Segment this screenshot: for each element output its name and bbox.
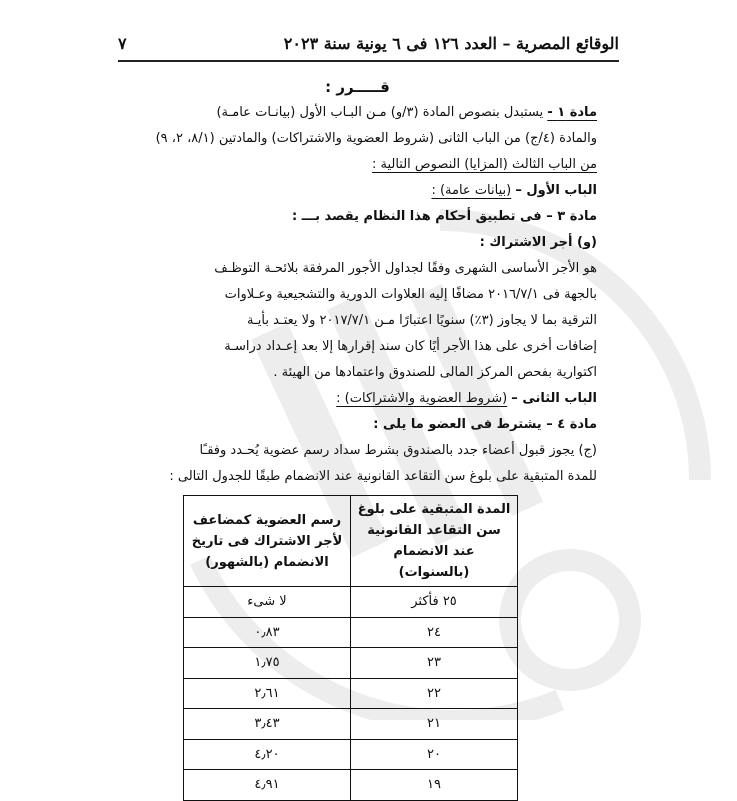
item-w-heading: (و) أجر الاشتراك :	[479, 235, 597, 250]
article-1-line-1: يستبدل بنصوص المادة (٣/و) مـن البـاب الأول (بيانـات عامـة)	[216, 105, 544, 120]
table-row	[184, 648, 518, 679]
remaining-years-cell: ٢٢	[351, 678, 518, 709]
page-header	[118, 26, 619, 62]
article-4: مادة ٤ – يشترط فى العضو ما يلى :	[373, 417, 597, 432]
table-row	[184, 617, 518, 648]
page-number: ٧	[118, 33, 127, 53]
document-body	[118, 74, 597, 490]
membership-fee-cell: ٣٫٤٣	[184, 709, 351, 740]
part-1-label: الباب الأول –	[515, 183, 597, 198]
article-1-label: مادة ١ -	[547, 105, 597, 120]
part-2-label: الباب الثانى –	[511, 391, 597, 406]
remaining-years-cell: ٢٥ فأكثر	[351, 587, 518, 618]
table-row	[184, 770, 518, 801]
item-j-line-1: (ج) يجوز قبول أعضاء جدد بالصندوق بشرط سداد رسم عضوية يُحـدد وفقـًا	[199, 443, 597, 458]
remaining-years-cell: ٢٣	[351, 648, 518, 679]
remaining-years-cell: ٢٠	[351, 739, 518, 770]
header-title: الوقائع المصرية – العدد ١٢٦ فى ٦ يونية سنة ٢٠٢٣	[283, 33, 619, 53]
item-w-line-2: بالجهة فى ٢٠١٦/٧/١ مضافًا إليه العلاوات الدورية والتشجيعية وعـلاوات	[224, 287, 597, 302]
membership-fee-cell: ٠٫٨٣	[184, 617, 351, 648]
part-1	[118, 178, 597, 204]
membership-fee-header: رسم العضوية كمضاعف لأجر الاشتراك فى تاريخ الانضمام (بالشهور)	[184, 496, 351, 587]
item-w-line-4: إضافات أخرى على هذا الأجر أيًا كان سند إقرارها إلا بعد إعـداد دراسـة	[224, 339, 597, 354]
table-row	[184, 709, 518, 740]
decision-title: قـــــرر :	[325, 78, 390, 96]
membership-fee-cell: ٢٫٦١	[184, 678, 351, 709]
item-w-line-1: هو الأجر الأساسى الشهرى وفقًا لجداول الأجور المرفقة بلائحـة التوظـف	[214, 261, 597, 276]
article-1-line-2: والمادة (٤/ج) من الباب الثانى (شروط العضوية والاشتراكات) والمادتين (٨/١، ٢، ٩)	[155, 131, 597, 146]
table-header-row	[184, 496, 518, 587]
part-2-title: (شروط العضوية والاشتراكات) :	[336, 391, 508, 406]
remaining-years-header: المدة المتبقية على بلوغ سن التقاعد القانونية عند الانضمام (بالسنوات)	[351, 496, 518, 587]
remaining-years-cell: ٢١	[351, 709, 518, 740]
membership-fee-cell: لا شىء	[184, 587, 351, 618]
article-1-line-3: من الباب الثالث (المزايا) النصوص التالية :	[371, 157, 597, 172]
article-1	[118, 100, 597, 126]
part-2	[118, 386, 597, 412]
table-row	[184, 678, 518, 709]
membership-fee-cell: ٤٫٩١	[184, 770, 351, 801]
membership-fee-table	[183, 495, 518, 801]
membership-fee-cell: ١٫٧٥	[184, 648, 351, 679]
remaining-years-cell: ١٩	[351, 770, 518, 801]
item-j-line-2: للمدة المتبقية على بلوغ سن التقاعد القانونية عند الانضمام طبقًا للجدول التالى :	[169, 469, 597, 484]
part-1-title: (بيانات عامة) :	[431, 183, 512, 198]
table-row	[184, 587, 518, 618]
item-w-line-5: اكتوارية بفحص المركز المالى للصندوق واعتمادها من الهيئة .	[273, 365, 597, 380]
table-row	[184, 739, 518, 770]
remaining-years-cell: ٢٤	[351, 617, 518, 648]
article-3: مادة ٣ – فى تطبيق أحكام هذا النظام يقصد بـــ :	[292, 209, 597, 224]
membership-fee-cell: ٤٫٢٠	[184, 739, 351, 770]
item-w-line-3: الترقية بما لا يجاوز (٣٪) سنويًا اعتبارًا مـن ٢٠١٧/٧/١ ولا يعتـد بأيـة	[246, 313, 597, 328]
